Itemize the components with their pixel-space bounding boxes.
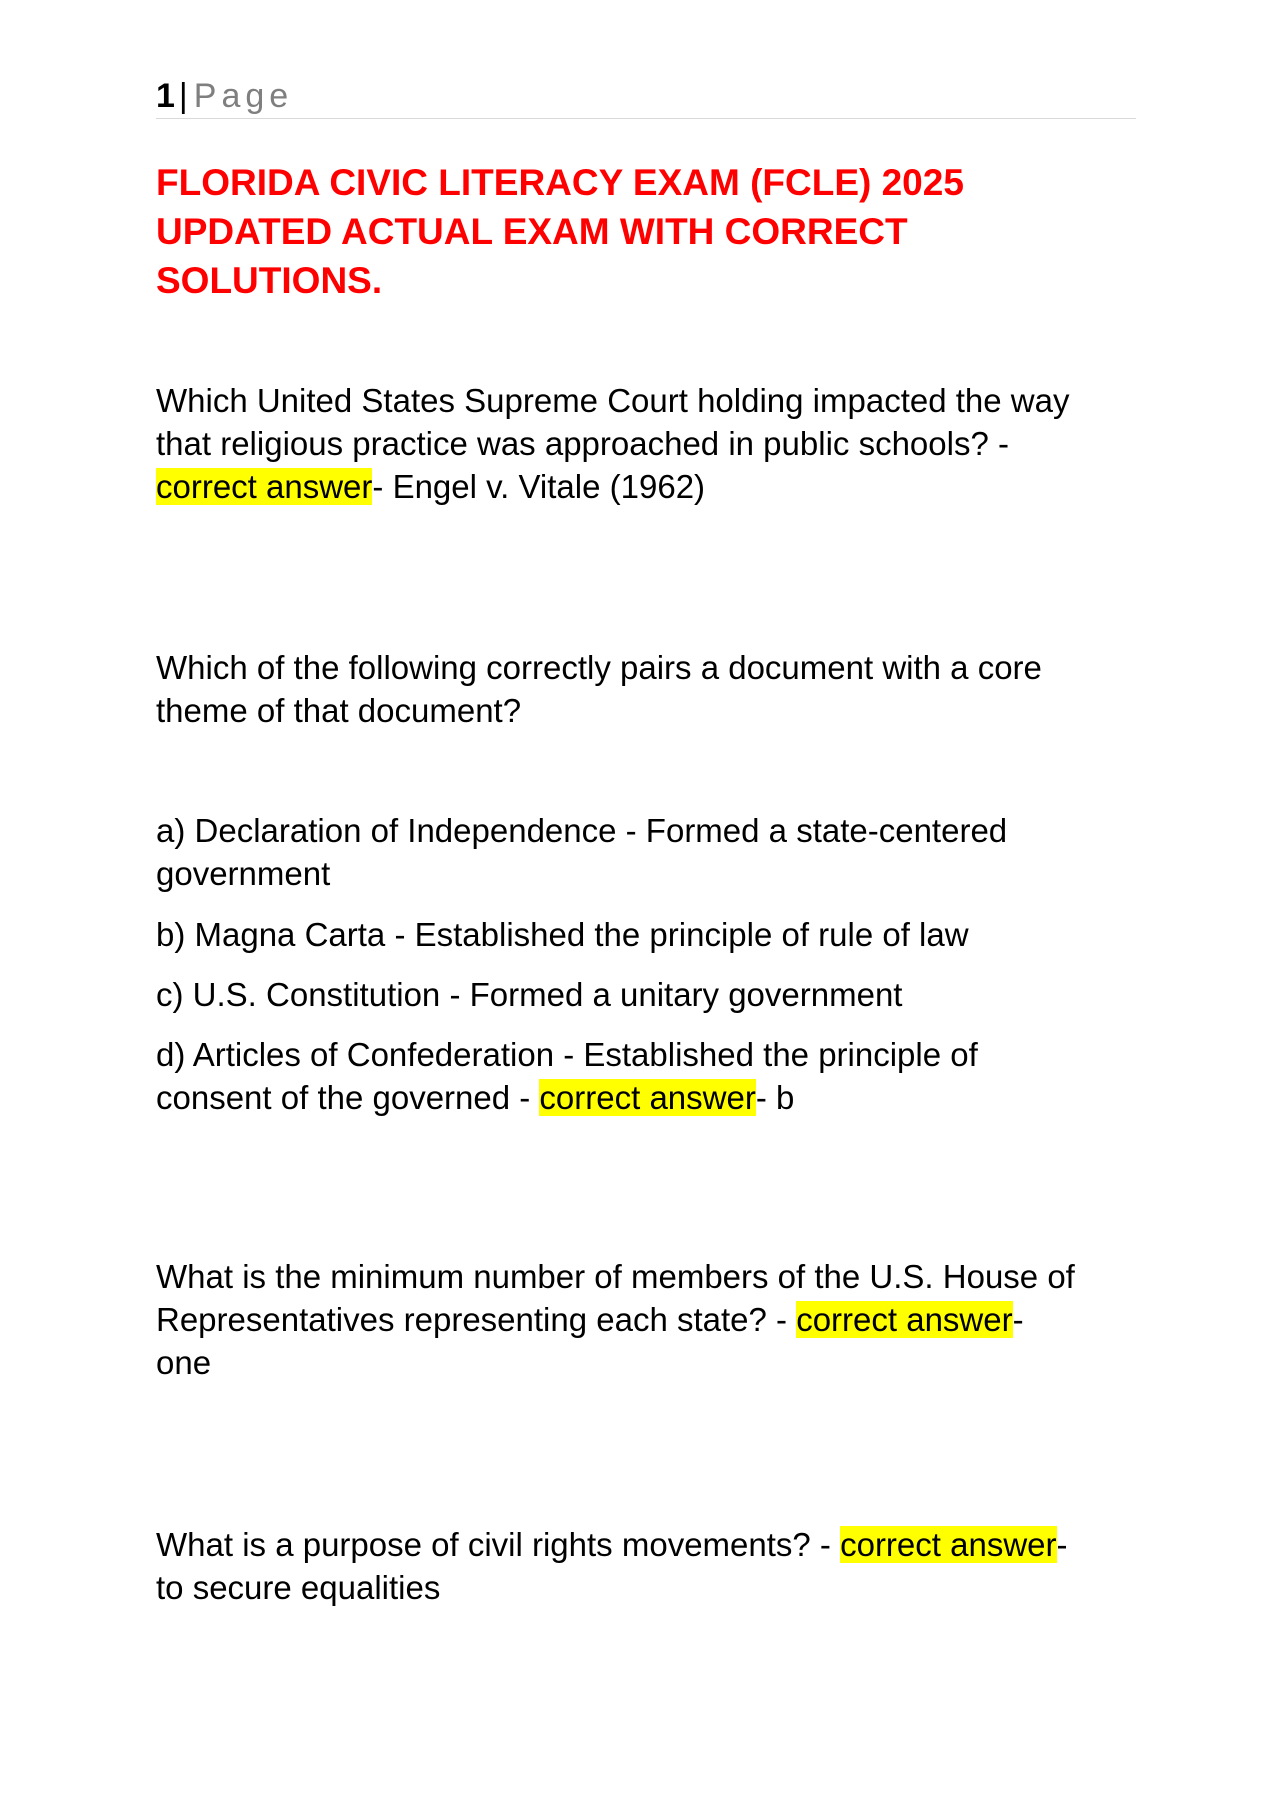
page-word: Page (193, 77, 294, 115)
q2-option-a-line-1: a) Declaration of Independence - Formed a state-centered (156, 812, 1008, 849)
q3-answer-highlight: correct answer (796, 1301, 1013, 1338)
q2-option-a (156, 809, 1146, 895)
q2-line-2: theme of that document? (156, 692, 522, 729)
q2-option-c-text: c) U.S. Constitution - Formed a unitary government (156, 976, 903, 1013)
q2-option-d-line-2: consent of the governed - (156, 1079, 540, 1116)
q3-answer: one (156, 1344, 212, 1381)
q4-answer-dash: - (1056, 1526, 1068, 1563)
page-separator: | (178, 77, 188, 115)
q3-answer-dash: - (1012, 1301, 1024, 1338)
question-2 (156, 646, 1146, 732)
q1-answer: - Engel v. Vitale (1962) (372, 468, 706, 505)
q1-line-2: that religious practice was approached in public schools? - (156, 425, 1009, 462)
question-3 (156, 1255, 1146, 1384)
q3-line-1: What is the minimum number of members of the U.S. House of (156, 1258, 1075, 1295)
page-number: 1 (156, 77, 175, 115)
document-title (156, 158, 1136, 305)
q1-answer-highlight: correct answer (156, 468, 373, 505)
question-1 (156, 379, 1146, 508)
question-4 (156, 1523, 1146, 1609)
q1-line-1: Which United States Supreme Court holding impacted the way (156, 382, 1070, 419)
page-header (156, 74, 1136, 119)
title-line-1: FLORIDA CIVIC LITERACY EXAM (FCLE) 2025 (156, 162, 964, 203)
q2-option-b (156, 913, 1146, 956)
q2-option-b-text: b) Magna Carta - Established the principle of rule of law (156, 916, 969, 953)
q2-option-d (156, 1033, 1146, 1119)
q2-line-1: Which of the following correctly pairs a document with a core (156, 649, 1042, 686)
q4-answer: to secure equalities (156, 1569, 441, 1606)
q2-answer: - b (755, 1079, 795, 1116)
q3-line-2: Representatives representing each state? - (156, 1301, 797, 1338)
q2-answer-highlight: correct answer (539, 1079, 756, 1116)
q4-line-1: What is a purpose of civil rights movements? - (156, 1526, 841, 1563)
q2-option-c (156, 973, 1146, 1016)
title-line-3: SOLUTIONS. (156, 260, 383, 301)
q2-option-d-line-1: d) Articles of Confederation - Established the principle of (156, 1036, 978, 1073)
q2-option-a-line-2: government (156, 855, 331, 892)
title-line-2: UPDATED ACTUAL EXAM WITH CORRECT (156, 211, 908, 252)
q4-answer-highlight: correct answer (840, 1526, 1057, 1563)
